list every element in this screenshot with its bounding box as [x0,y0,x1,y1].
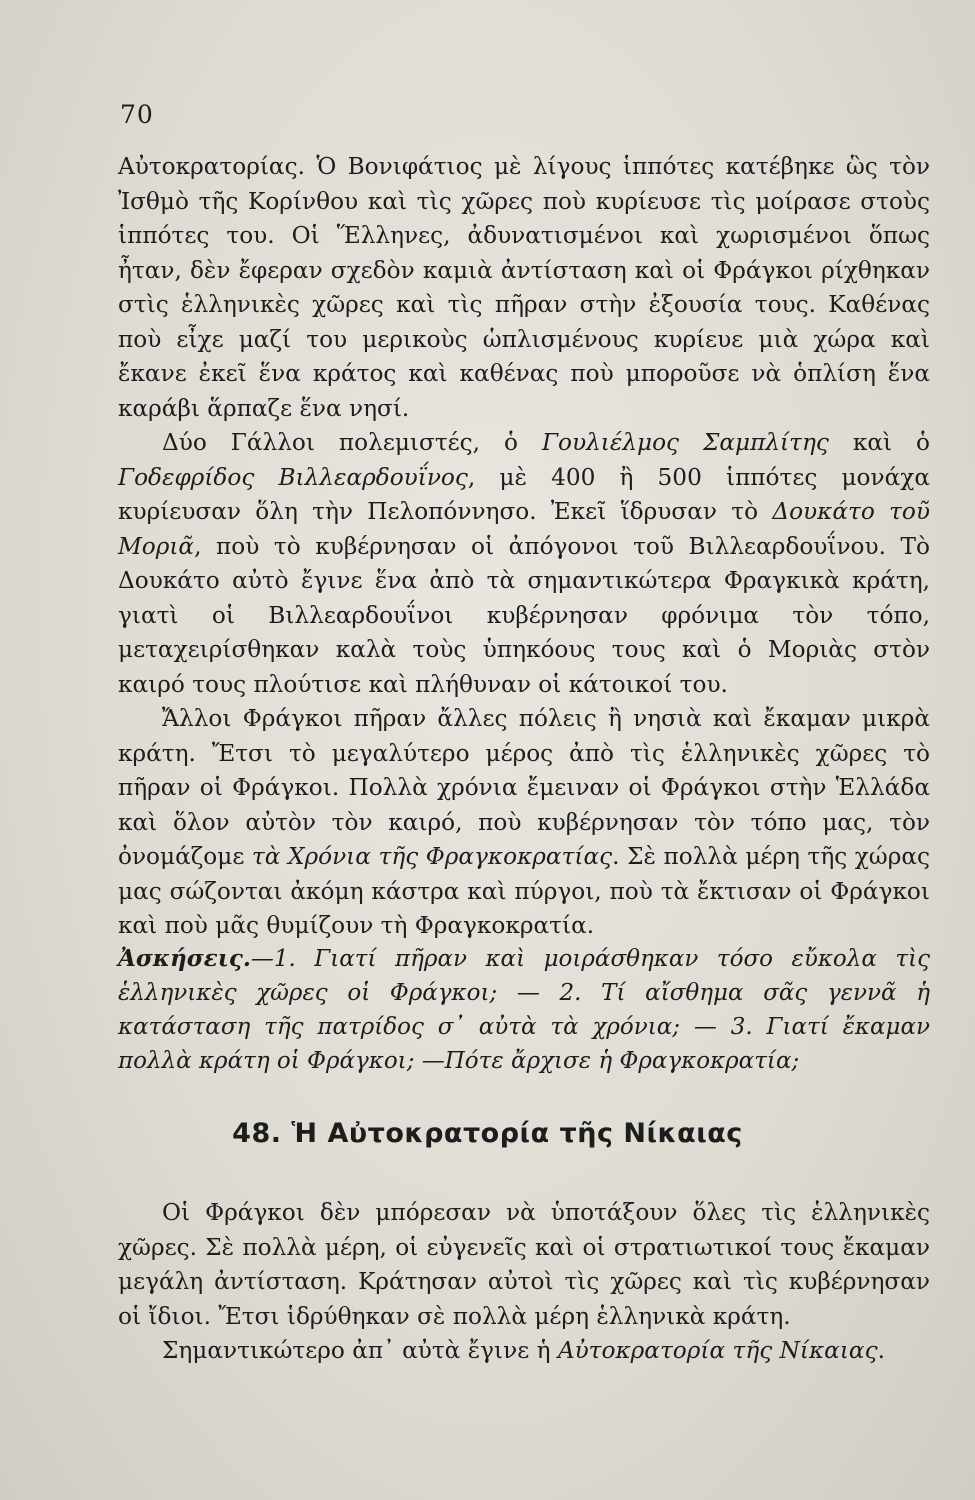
section-title: 48. Ἡ Αὐτοκρατορία τῆς Νίκαιας [232,1118,743,1149]
name-villehardouin: Γοδεφρίδος Βιλλεαρδουΐνος [118,463,468,491]
page-number: 70 [120,100,154,129]
exercises [118,942,930,1078]
paragraph-2-text-a: Δύο Γάλλοι πολεμιστές, ὁ [162,429,542,456]
paragraph-2-text-b: καὶ ὁ [828,429,930,456]
paragraph-2-text-c: , μὲ 400 ἢ 500 ἱππότες μονάχα κυρίευσαν ὅλη τὴν Πελοπόννησο. Ἐκεῖ ἵδρυσαν τὸ [118,463,930,525]
section-paragraph-1: Οἱ Φράγκοι δὲν μπόρεσαν νὰ ὑποτάξουν ὅλες τὶς ἑλληνικὲς χῶρες. Σὲ πολλὰ μέρη, οἱ εὐγενεῖς καὶ οἱ στρατιωτικοί τους ἔκαμαν μεγάλη ἀντίσταση. Κράτησαν αὐτοὶ τὶς χῶρες καὶ τὶς κυβέρνησαν οἱ ἴδιοι. Ἔτσι ἱδρύθηκαν σὲ πολλὰ μέρη ἑλληνικὰ κράτη. [118,1199,930,1330]
section-paragraph-2-text-a: Σημαντικώτερο ἀπ᾽ αὐτὰ ἔγινε ἡ [162,1337,558,1364]
term-empire-of-nicaea: Αὐτοκρατορία τῆς Νίκαιας [557,1337,878,1364]
intro-text [118,150,930,944]
paragraph-3-text-b: . Σὲ πολλὰ μέρη τῆς χώρας μας σώζονται ἀκόμη κάστρα καὶ πύργοι, ποὺ τὰ ἔκτισαν οἱ Φράγκοι καὶ ποὺ μᾶς θυμίζουν τὴ Φραγκοκρατία. [118,843,930,939]
name-samplitis: Γουλιέλμος Σαμπλίτης [541,429,829,456]
section-paragraph-2-text-b: . [877,1337,885,1364]
exercises-text: —1. Γιατί πῆραν καὶ μοιράσθηκαν τόσο εὔκολα τὶς ἑλληνικὲς χῶρες οἱ Φράγκοι; — 2. Τί αἴσθημα σᾶς γεννᾶ ἡ κατάσταση τῆς πατρίδος σ᾽ αὐτὰ τὰ χρόνια; — 3. Γιατί ἔκαμαν πολλὰ κράτη οἱ Φράγκοι; —Πότε ἄρχισε ἡ Φραγκοκρατία; [118,946,930,1074]
paragraph-1: Αὐτοκρατορίας. Ὁ Βονιφάτιος μὲ λίγους ἱππότες κατέβηκε ὣς τὸν Ἰσθμὸ τῆς Κορίνθου καὶ τὶς χῶρες ποὺ κυρίευσε τὶς μοίρασε στοὺς ἱππότες του. Οἱ Ἕλληνες, ἀδυνατισμένοι καὶ χωρισμένοι ὅπως ἦταν, δὲν ἔφεραν σχεδὸν καμιὰ ἀντίσταση καὶ οἱ Φράγκοι ρίχθηκαν στὶς ἑλληνικὲς χῶρες καὶ τὶς πῆραν στὴν ἐξουσία τους. Καθένας ποὺ εἶχε μαζί του μερικοὺς ὡπλισμένους κυρίευε μιὰ χώρα καὶ ἔκανε ἐκεῖ ἕνα κράτος καὶ καθένας ποὺ μποροῦσε νὰ ὁπλίση ἕνα καράβι ἅρπαζε ἕνα νησί. [118,153,930,422]
paragraph-3 [118,702,930,944]
term-duchy-of-morea: Δουκάτο τοῦ Μοριᾶ [118,498,930,560]
paragraph-2-text-d: , ποὺ τὸ κυβέρνησαν οἱ ἀπόγονοι τοῦ Βιλλεαρδουΐνου. Τὸ Δουκάτο αὐτὸ ἔγινε ἕνα ἀπὸ τὰ σημαντικώτερα Φραγκικὰ κράτη, γιατὶ οἱ Βιλλεαρδουΐνοι κυβέρνησαν φρόνιμα τὸν τόπο, μεταχειρίσθηκαν καλὰ τοὺς ὑπηκόους τους καὶ ὁ Μοριὰς στὸν καιρό τους πλούτισε καὶ πλήθυναν οἱ κάτοικοί του. [118,532,930,698]
section-text [118,1196,930,1369]
exercises-label: Ἀσκήσεις. [118,945,251,972]
paragraph-2 [118,426,930,702]
paragraph-3-text-a: Ἄλλοι Φράγκοι πῆραν ἄλλες πόλεις ἢ νησιὰ καὶ ἔκαμαν μικρὰ κράτη. Ἔτσι τὸ μεγαλύτερο μέρος ἀπὸ τὶς ἑλληνικὲς χῶρες τὸ πῆραν οἱ Φράγκοι. Πολλὰ χρόνια ἔμειναν οἱ Φράγκοι στὴν Ἑλλάδα καὶ ὅλον αὐτὸν τὸν καιρό, ποὺ κυβέρνησαν τὸν τόπο μας, τὸν ὀνομάζομε [118,705,930,870]
term-frankokratia: τὰ Χρόνια τῆς Φραγκοκρατίας [251,843,613,870]
section-paragraph-2 [118,1334,930,1369]
